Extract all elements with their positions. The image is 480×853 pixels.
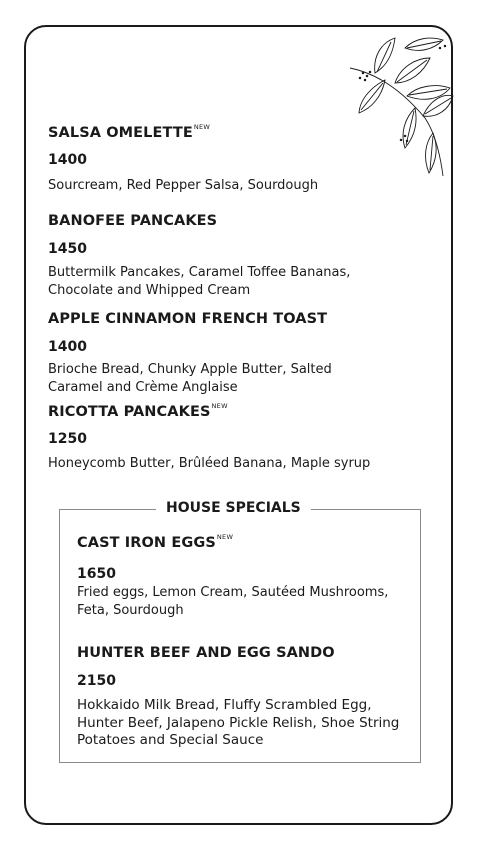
item-description: Brioche Bread, Chunky Apple Butter, Salted Caramel and Crème Anglaise [48,362,332,395]
item-price: 1450 [48,241,87,257]
item-description: Buttermilk Pancakes, Caramel Toffee Bananas, Chocolate and Whipped Cream [48,265,351,298]
menu-item [48,402,428,471]
item-name: RICOTTA $PANCAKES^{NEW}$ [48,402,228,420]
special-item [77,645,417,748]
item-price: 2150 [77,673,116,689]
item-price: 1400 [48,152,87,168]
special-item [77,533,417,618]
item-name: HUNTER BEEF AND EGG SANDO [77,645,335,661]
new-badge: NEW [211,402,228,410]
item-description: Fried eggs, Lemon Cream, Sautéed Mushrooms, Feta, Sourdough [77,585,389,618]
item-name: BANOFEE PANCAKES [48,213,218,229]
new-badge: NEW [193,123,211,131]
menu-item [48,311,428,395]
item-description: Sourcream, Red Pepper Salsa, Sourdough [48,178,319,193]
item-price: 1650 [77,566,116,582]
menu-item [48,123,428,193]
item-price: 1400 [48,339,87,355]
leaf-illustration-icon [345,28,455,178]
house-specials-title: HOUSE SPECIALS [156,500,311,516]
item-name: APPLE CINNAMON FRENCH TOAST [48,311,328,327]
item-description: Honeycomb Butter, Brûléed Banana, Maple syrup [48,456,371,471]
menu-item [48,213,428,298]
item-name: CAST IRON $EGGS^{NEW}$ [77,533,234,551]
item-description: Hokkaido Milk Bread, Fluffy Scrambled Egg, Hunter Beef, Jalapeno Pickle Relish, Shoe String Potatoes and Special Sauce [77,697,400,748]
item-name: SALSA $OMELETTE^{NEW}$ [48,123,211,141]
item-price: 1250 [48,431,87,447]
new-badge: NEW [216,533,234,541]
